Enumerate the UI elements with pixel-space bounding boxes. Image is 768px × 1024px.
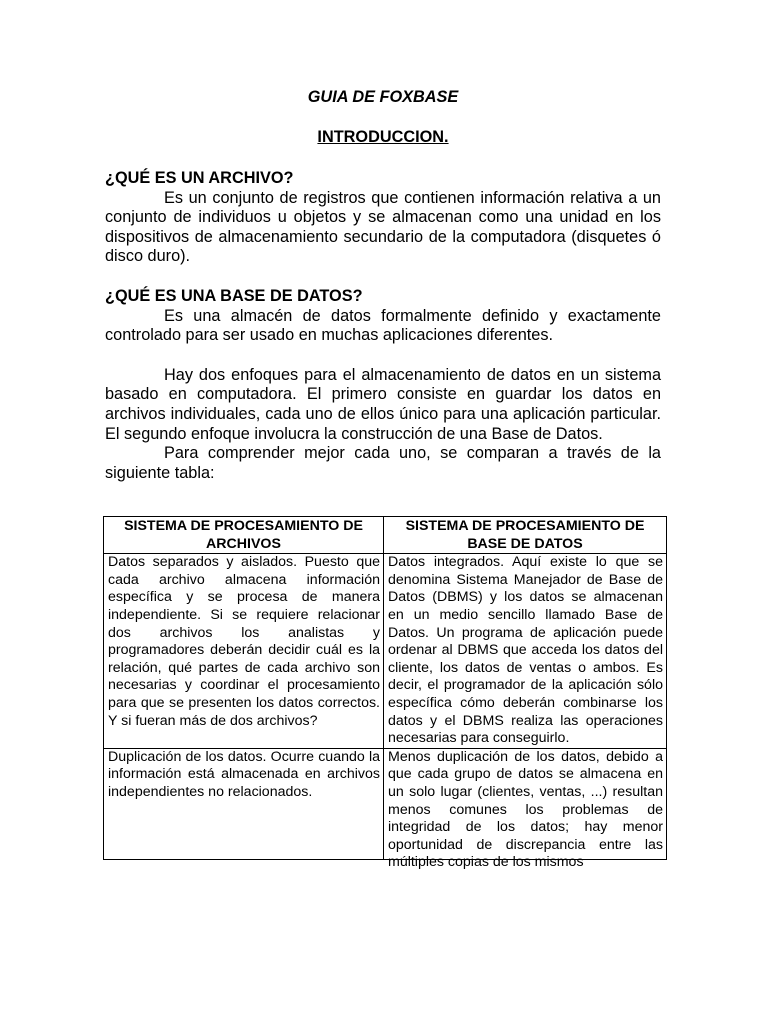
table-row — [104, 554, 667, 749]
table-header-archivos: SISTEMA DE PROCESAMIENTO DE ARCHIVOS — [104, 517, 384, 554]
comparison-table — [103, 516, 667, 871]
paragraph-enfoques: Hay dos enfoques para el almacenamiento de datos en un sistema basado en computadora. El primero consiste en guardar los datos en archivos individuales, cada uno de ellos único para una aplicación particular. El segundo enfoque involucra la construcción de una Base de Datos. — [105, 365, 661, 443]
section-heading-archivo: ¿QUÉ ES UN ARCHIVO? — [105, 169, 294, 187]
table-cell: Datos integrados. Aquí existe lo que se denomina Sistema Manejador de Base de Datos (DBMS) y los datos se almacenan en un medio sencillo llamado Base de Datos. Un programa de aplicación puede ordenar al DBMS que acceda los datos del cliente, los datos de ventas o ambos. Es decir, el programador de la aplicación sólo específica cómo deberán combinarse los datos y el DBMS realiza las operaciones necesarias para conseguirlo. — [384, 554, 667, 749]
table-header-base-de-datos: SISTEMA DE PROCESAMIENTO DE BASE DE DATOS — [384, 517, 667, 554]
section-heading-base-de-datos: ¿QUÉ ES UNA BASE DE DATOS? — [105, 286, 363, 305]
document-subtitle: INTRODUCCION. — [317, 128, 449, 146]
table-cell — [104, 748, 384, 859]
document-page — [105, 88, 661, 483]
document-title: GUIA DE FOXBASE — [307, 88, 459, 106]
table-row — [104, 748, 667, 859]
table-cell-text: Duplicación de los datos. Ocurre cuando la información está almacenada en archivos independientes no relacionados. — [108, 748, 380, 800]
paragraph-base-de-datos: Es una almacén de datos formalmente definido y exactamente controlado para ser usado en muchas aplicaciones diferentes. — [105, 306, 661, 345]
table-cell: Datos separados y aislados. Puesto que cada archivo almacena información específica y se procesa de manera independiente. Si se requiere relacionar dos archivos los analistas y programadores deberán decidir cuál es la relación, qué partes de cada archivo son necesarias y coordinar el procesamiento para que se presenten los datos correctos. Y si fueran más de dos archivos? — [104, 554, 384, 749]
paragraph-comparar: Para comprender mejor cada uno, se comparan a través de la siguiente tabla: — [105, 444, 661, 482]
table-header-row — [104, 517, 667, 554]
table-cell-text: Menos duplicación de los datos, debido a que cada grupo de datos se almacena en un solo lugar (clientes, ventas, ...) resultan menos comunes los problemas de integridad de los datos; hay menor oportunidad de discrepancia entre las múltiples copias de los mismos — [388, 748, 663, 871]
paragraph-archivo: Es un conjunto de registros que contienen información relativa a un conjunto de individuos u objetos y se almacenan como una unidad en los dispositivos de almacenamiento secundario de la computadora (disquetes ó disco duro). — [105, 188, 661, 266]
table-cell — [384, 748, 667, 871]
